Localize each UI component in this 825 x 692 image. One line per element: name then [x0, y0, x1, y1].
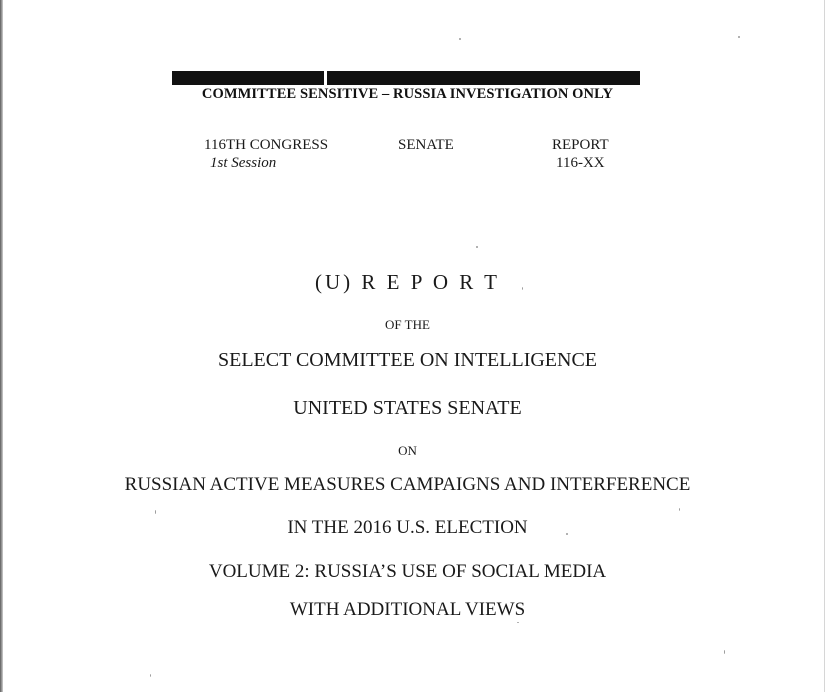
scan-left-edge — [0, 0, 3, 692]
chamber-label: SENATE — [398, 137, 454, 153]
scan-speck — [522, 287, 523, 290]
report-label: REPORT — [552, 137, 609, 153]
committee-name: SELECT COMMITTEE ON INTELLIGENCE — [217, 349, 598, 371]
scan-speck — [476, 246, 478, 248]
subject-line-1: RUSSIAN ACTIVE MEASURES CAMPAIGNS AND INTERFERENCE — [124, 474, 691, 495]
report-number: 116-XX — [556, 155, 605, 171]
report-heading: (U) R E P O R T — [314, 270, 500, 294]
subject-line-2: IN THE 2016 U.S. ELECTION — [287, 517, 528, 538]
congress-block — [204, 136, 328, 172]
scan-speck — [679, 508, 680, 511]
session-label: 1st Session — [210, 155, 277, 171]
scan-speck — [517, 622, 519, 623]
scan-speck — [459, 38, 461, 40]
volume-title: VOLUME 2: RUSSIA’S USE OF SOCIAL MEDIA — [208, 561, 607, 582]
redaction-bar — [172, 71, 324, 85]
scan-speck — [738, 36, 740, 38]
scan-speck — [566, 533, 568, 535]
senate-name: UNITED STATES SENATE — [293, 397, 522, 419]
scan-speck — [155, 510, 156, 514]
scan-speck — [150, 674, 151, 677]
classification-marking: COMMITTEE SENSITIVE – RUSSIA INVESTIGATION ONLY — [201, 86, 614, 102]
congress-number: 116TH CONGRESS — [204, 137, 329, 153]
on-line: ON — [398, 443, 417, 458]
scan-speck — [724, 650, 725, 654]
report-number-block — [552, 136, 609, 172]
additional-views-line: WITH ADDITIONAL VIEWS — [289, 599, 526, 620]
of-the-line: OF THE — [385, 317, 430, 332]
redaction-bar — [327, 71, 640, 85]
